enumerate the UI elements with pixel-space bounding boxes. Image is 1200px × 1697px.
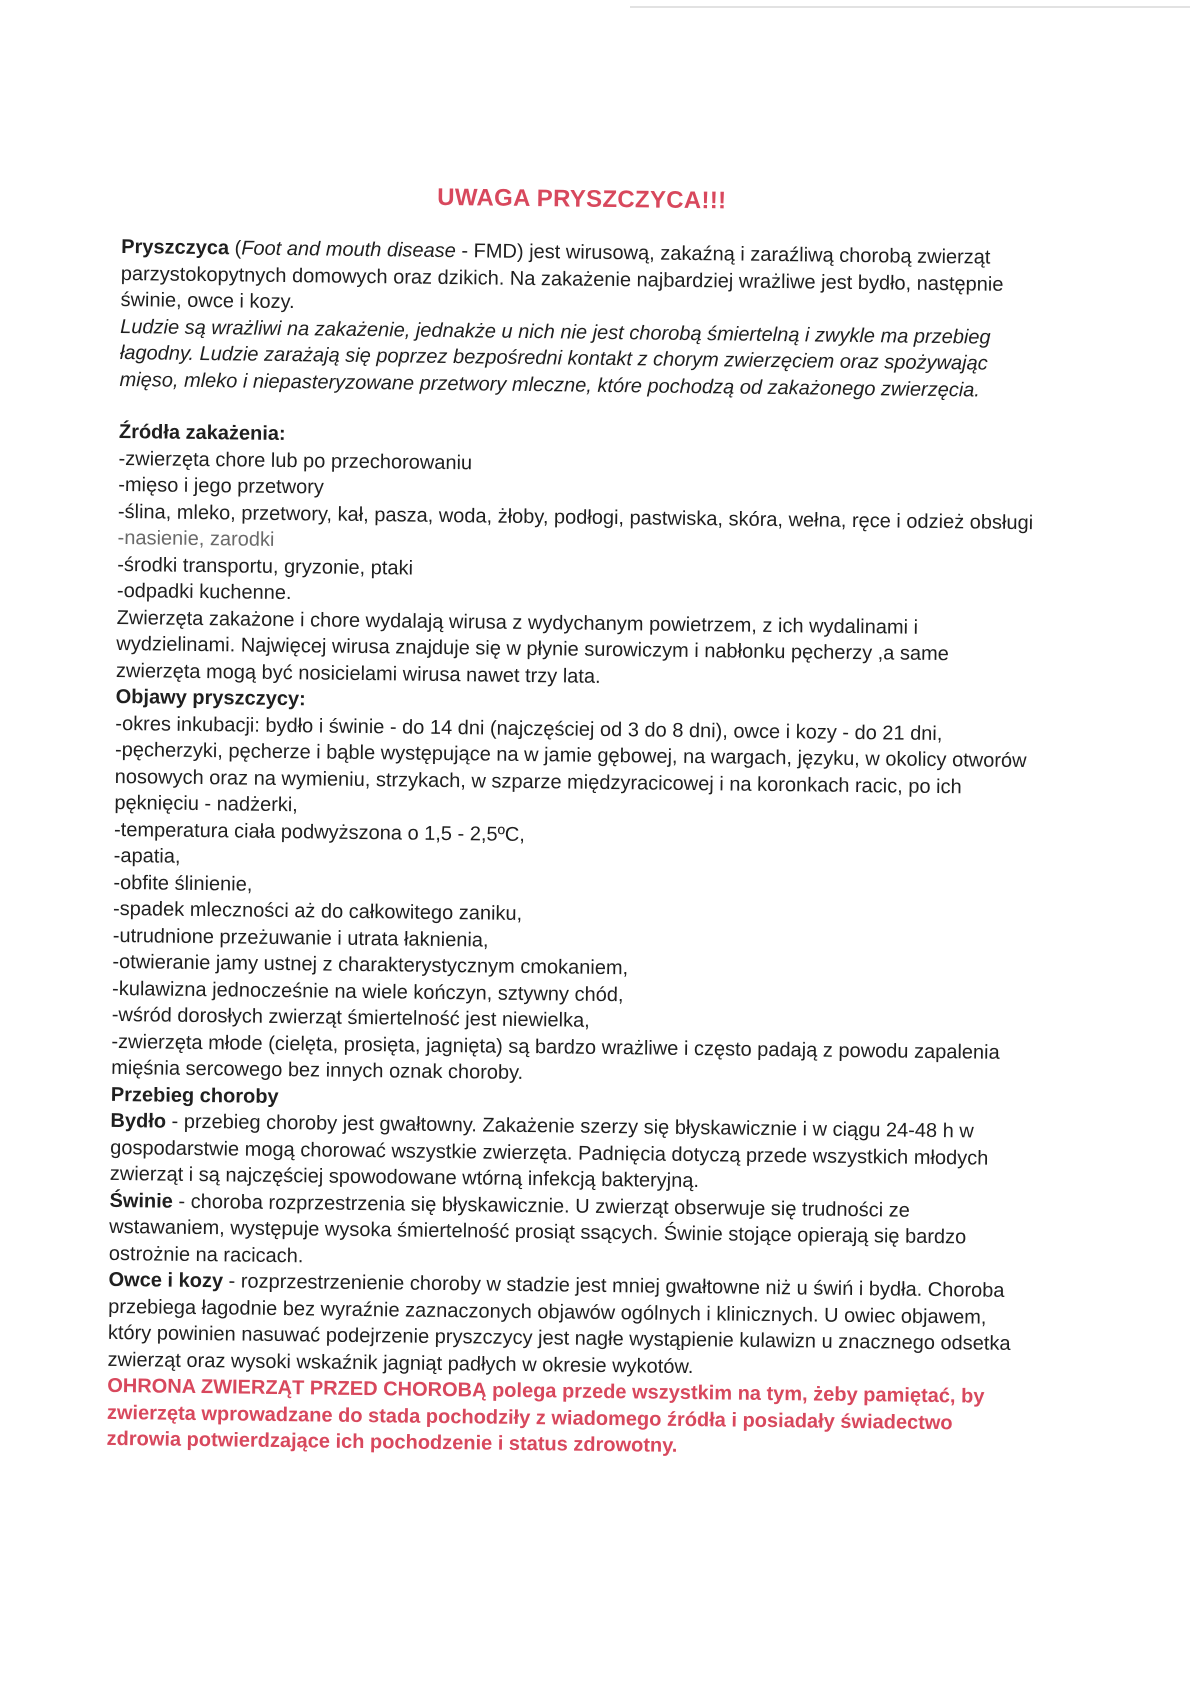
- intro-paragraph: [120, 234, 1041, 325]
- symptom-item: -obfite ślinienie,: [113, 871, 253, 896]
- symptom-item: -pęcherzyki, pęcherze i bąble występujące na w jamie gębowej, na wargach, języku, w okolicy otworów nosowych oraz na wymieniu, strzykach, w szparze międzyracicowej i na koronkach racic, po ich pęknięciu - nadżerki,: [114, 738, 1027, 817]
- scan-edge-line: [630, 6, 1190, 8]
- course-sheep: [107, 1267, 1028, 1384]
- intro-term: Pryszczyca: [121, 235, 230, 260]
- symptom-item: -temperatura ciała podwyższona o 1,5 - 2,5ºC,: [113, 818, 526, 846]
- sheep-label: Owce i kozy: [108, 1268, 224, 1293]
- source-item: -zwierzęta chore lub po przechorowaniu: [118, 447, 473, 474]
- symptom-item: -spadek mleczności aż do całkowitego zaniku,: [112, 897, 523, 925]
- symptom-item: -otwieranie jamy ustnej z charakterystycznym cmokaniem,: [112, 950, 629, 980]
- page-title: UWAGA PRYSZCZYCA!!!: [437, 183, 727, 215]
- cattle-text: - przebieg choroby jest gwałtowny. Zakażenie szerzy się błyskawicznie i w ciągu 24-48 h w gospodarstwie mogą chorować wszystkie zwierzęta. Padnięcia dotyczą przede wszystkich młodych zwierząt i są najczęściej spowodowane wtórną infekcją bakteryjną.: [109, 1110, 989, 1193]
- source-item: -nasienie, zarodki: [117, 526, 275, 551]
- course-heading: Przebieg choroby: [110, 1083, 279, 1108]
- source-item: -mięso i jego przetwory: [118, 473, 325, 499]
- sources-paragraph: Zwierzęta zakażone i chore wydalają wirusa z wydychanym powietrzem, z ich wydalinami i wydzielinami. Najwięcej wirusa znajduje się w płynie surowiczym i nabłonku pęcherzy ,a same zwierzęta mogą być nosicielami wirusa nawet trzy lata.: [115, 606, 949, 688]
- symptom-item: -utrudnione przeżuwanie i utrata łaknienia,: [112, 924, 489, 952]
- symptom-item: -zwierzęta młode (cielęta, prosięta, jagnięta) są bardzo wrażliwe i często padają z powodu zapalenia mięśnia sercowego bez innych oznak choroby.: [111, 1030, 1000, 1084]
- source-item: -ślina, mleko, przetwory, kał, pasza, woda, żłoby, podłogi, pastwiska, skóra, wełna, ręce i odzież obsługi: [117, 500, 1034, 534]
- intro-english-name: Foot and mouth disease: [241, 237, 456, 263]
- pigs-label: Świnie: [109, 1189, 174, 1213]
- course-pigs: [109, 1187, 1030, 1278]
- pigs-text: - choroba rozprzestrzenia się błyskawicznie. U zwierząt obserwuje się trudności ze wstawaniem, występuje wysoka śmiertelność prosiąt ssących. Świnie stojące opierają się bardzo ostrożnie na racicach.: [108, 1190, 967, 1267]
- cattle-label: Bydło: [110, 1109, 167, 1133]
- symptom-item: -okres inkubacji: bydło i świnie - do 14 dni (najczęściej od 3 do 8 dni), owce i kozy - do 21 dni,: [115, 712, 943, 745]
- symptom-item: -apatia,: [113, 844, 181, 868]
- symptom-item: -wśród dorosłych zwierząt śmiertelność jest niewielka,: [111, 1003, 590, 1032]
- intro-paren: (: [228, 237, 242, 260]
- source-item: -środki transportu, gryzonie, ptaki: [117, 553, 414, 580]
- document-page: [106, 180, 1041, 1464]
- symptom-item: -kulawizna jednocześnie na wiele kończyn, sztywny chód,: [111, 977, 624, 1006]
- humans-paragraph: Ludzie są wrażliwi na zakażenie, jednakże u nich nie jest chorobą śmiertelną i zwykle ma przebieg łagodny. Ludzie zarażają się poprzez bezpośredni kontakt z chorym zwierzęciem oraz spożywając mięso, mleko i niepasteryzowane przetwory mleczne, które pochodzą od zakażonego zwierzęcia.: [119, 315, 991, 401]
- sheep-text: - rozprzestrzenienie choroby w stadzie jest mniej gwałtowne niż u świń i bydła. Choroba przebiega łagodnie bez wyraźnie zaznaczonych objawów ogólnych i klinicznych. U owiec objawem, który powinien nasuwać podejrzenie pryszczycy jest nagłe wystąpienie kulawizn u znacznego odsetka zwierząt oraz wysoki wskaźnik jagniąt padłych w okresie wykotów.: [107, 1270, 1011, 1378]
- protection-paragraph: OHRONA ZWIERZĄT PRZED CHOROBĄ polega przede wszystkim na tym, żeby pamiętać, by zwierzęta wprowadzane do stada pochodziły z wiadomego źródła i posiadały świadectwo zdrowia potwierdzające ich pochodzenie i status zdrowotny.: [106, 1374, 985, 1457]
- intro-rest: - FMD) jest wirusową, zakaźną i zaraźliwą chorobą zwierząt parzystokopytnych domowych oraz dzikich. Na zakażenie najbardziej wrażliwe jest bydło, następnie świnie, owce i kozy.: [120, 240, 1004, 314]
- sources-heading: Źródła zakażenia:: [118, 420, 286, 446]
- symptoms-heading: Objawy pryszczycy:: [115, 685, 306, 711]
- source-item: -odpadki kuchenne.: [116, 579, 292, 605]
- course-cattle: [110, 1108, 1031, 1199]
